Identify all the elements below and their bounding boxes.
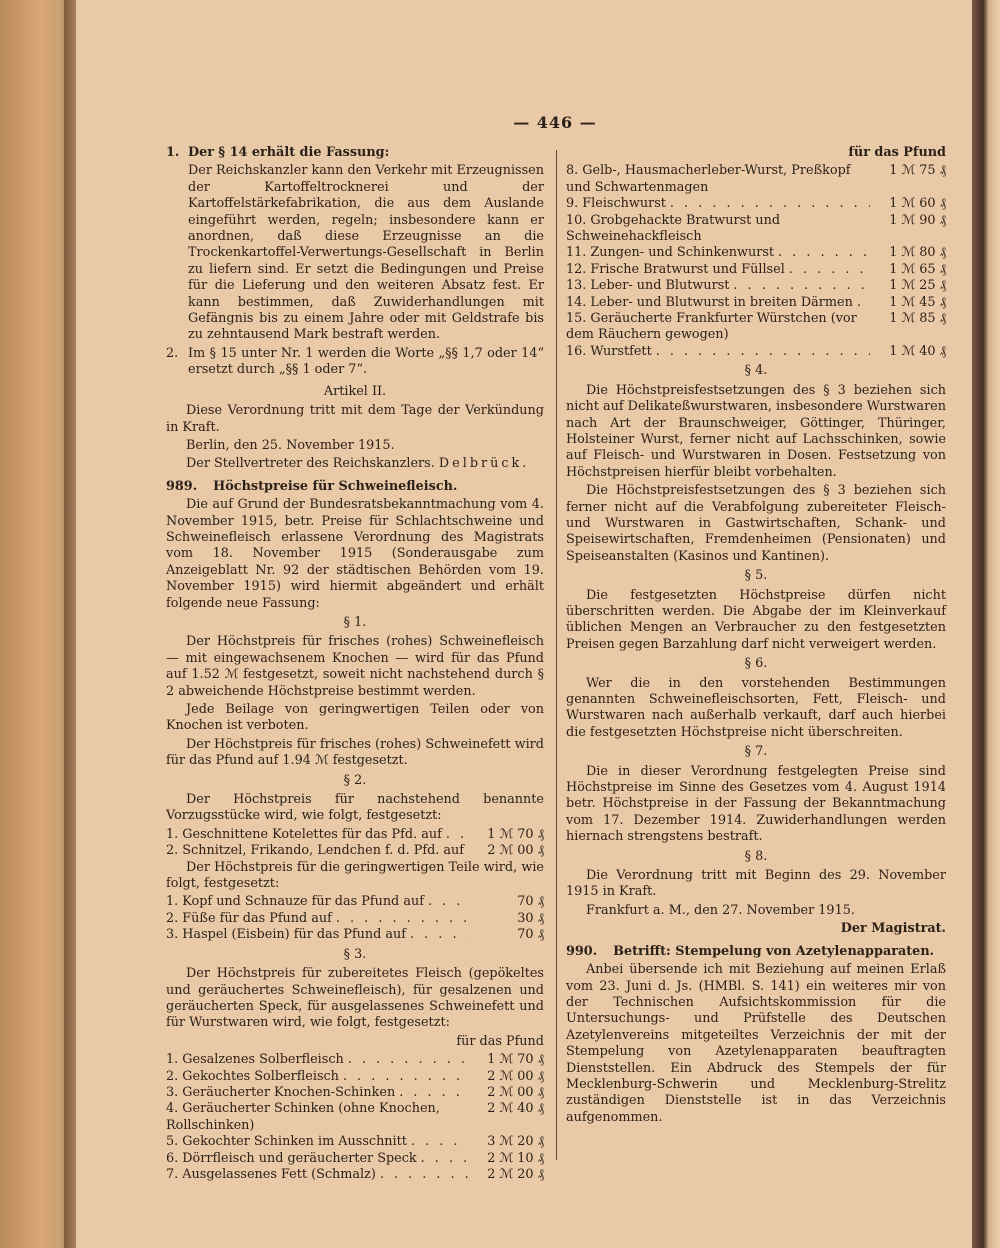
price-row xyxy=(566,213,946,246)
price-row xyxy=(166,1085,544,1101)
section-title: Höchstpreise für Schweinefleisch. xyxy=(213,478,458,494)
amendment-1 xyxy=(166,145,544,346)
item-price: 2 ℳ 10 ₰ xyxy=(487,1150,544,1166)
item-label: 11. Zungen- und Schinkenwurst xyxy=(566,245,775,261)
item-label: 8. Gelb-, Hausmacherleber-Wurst, Preßkopf und Schwartenmagen xyxy=(566,163,851,195)
price-row xyxy=(166,927,544,943)
item-price: 2 ℳ 40 ₰ xyxy=(487,1101,544,1117)
item-price: 1 ℳ 90 ₰ xyxy=(889,212,946,228)
item-price: 1 ℳ 80 ₰ xyxy=(889,245,946,261)
item-label: 1. Geschnittene Kotelettes für das Pfd. auf xyxy=(166,826,442,842)
item-price: 30 ₰ xyxy=(517,910,544,926)
item-price: 70 ₰ xyxy=(517,894,544,910)
amendment-text: Im § 15 unter Nr. 1 werden die Worte „§§ 1,7 oder 14“ ersetzt durch „§§ 1 oder 7“. xyxy=(188,345,544,378)
paragraph-heading: § 7. xyxy=(744,744,768,760)
item-label: 2. Füße für das Pfund auf xyxy=(166,910,332,926)
article-heading: Artikel II. xyxy=(323,383,387,399)
price-row xyxy=(566,262,946,278)
item-price: 1 ℳ 25 ₰ xyxy=(889,278,946,294)
paragraph-text: Die Verordnung tritt mit Beginn des 29. November 1915 in Kraft. xyxy=(566,868,946,900)
paragraph-text: Der Höchstpreis für die geringwertigen Teile wird, wie folgt, festgesetzt: xyxy=(166,859,544,892)
price-row xyxy=(566,245,946,261)
section-title: Betrifft: Stempelung von Azetylenapparaten. xyxy=(613,943,935,959)
right-column xyxy=(566,145,946,1128)
amendment-number: 2. xyxy=(166,345,179,361)
item-price: 1 ℳ 45 ₰ xyxy=(889,294,946,310)
item-price: 3 ℳ 20 ₰ xyxy=(487,1134,544,1150)
item-price: 2 ℳ 20 ₰ xyxy=(487,1166,544,1182)
item-price: 1 ℳ 60 ₰ xyxy=(889,196,946,212)
article-text: Diese Verordnung tritt mit dem Tage der Verkündung in Kraft. xyxy=(166,403,544,435)
item-label: 1. Gesalzenes Solberfleisch xyxy=(166,1052,344,1068)
paragraph-heading: § 1. xyxy=(343,614,367,630)
item-label: 10. Grobgehackte Bratwurst und Schweinehackfleisch xyxy=(566,212,781,245)
section-intro: Die auf Grund der Bundesratsbekanntmachung vom 4. November 1915, betr. Preise für Schlachtschweine und Schweinefleisch erlassene Verordnung des Magistrats vom 18. November 1915 (Sonderausgabe zum Anzeigeblatt Nr. 92 der städtischen Behörden vom 19. November 1915) wird hiermit abgeändert und erhält folgende neue Fassung: xyxy=(166,497,544,611)
section-number: 989. xyxy=(166,478,198,494)
item-label: 7. Ausgelassenes Fett (Schmalz) xyxy=(166,1166,376,1182)
paragraph-text: Der Höchstpreis für frisches (rohes) Schweinefett wird für das Pfund auf 1.94 ℳ festgesetzt. xyxy=(166,736,544,769)
item-label: 2. Gekochtes Solberfleisch xyxy=(166,1068,339,1084)
unit-header: für das Pfund xyxy=(456,1033,544,1049)
column-divider xyxy=(556,150,557,1160)
amendment-heading: Der § 14 erhält die Fassung: xyxy=(188,145,390,160)
date-line: Frankfurt a. M., den 27. November 1915. xyxy=(586,902,855,918)
item-price: 70 ₰ xyxy=(517,927,544,943)
item-price: 1 ℳ 70 ₰ xyxy=(487,1052,544,1068)
item-label: 13. Leber- und Blutwurst xyxy=(566,278,730,294)
page-number: — 446 — xyxy=(513,113,597,132)
left-column xyxy=(166,145,544,1183)
item-price: 1 ℳ 70 ₰ xyxy=(487,826,544,842)
price-row xyxy=(566,278,946,294)
price-row xyxy=(566,311,946,344)
item-label: 9. Fleischwurst xyxy=(566,196,666,212)
paragraph-text: Die in dieser Verordnung festgelegten Preise sind Höchstpreise im Sinne des Gesetzes vom 4. August 1914 betr. Höchstpreise in der Fassung der Bekanntmachung vom 17. Dezember 1914. Zuwiderhandlungen werden hiernach strengstens bestraft. xyxy=(566,763,946,845)
item-label: 15. Geräucherte Frankfurter Würstchen (vor dem Räuchern gewogen) xyxy=(566,311,857,343)
price-row xyxy=(166,1167,544,1183)
paragraph-text: Wer die in den vorstehenden Bestimmungen genannten Schweinefleischsorten, Fett, Fleisch- und Wurstwaren nach außerhalb verkauft, darf auch hierbei die festgesetzten Höchstpreise nicht überschreiten. xyxy=(566,675,946,740)
item-price: 1 ℳ 65 ₰ xyxy=(889,261,946,277)
price-row xyxy=(166,1052,544,1068)
section-text: Anbei übersende ich mit Beziehung auf meinen Erlaß vom 23. Juni d. Js. (HMBl. S. 141) ein weiteres mir von der Technischen Aufsichtskommission für die Untersuchungs- und Prüfstelle des Deutschen Azetylenvereins mitgeteiltes Verzeichnis der mit der Stempelung von Azetylenapparaten beauftragten Dienststellen. Ein Abdruck des Stempels der für Mecklenburg-Schwerin und Mecklenburg-Strelitz zuständigen Dienststelle ist in das Verzeichnis aufgenommen. xyxy=(566,962,946,1125)
item-price: 1 ℳ 85 ₰ xyxy=(889,311,946,327)
price-row xyxy=(166,1134,544,1150)
signer: Der Magistrat. xyxy=(840,921,946,937)
binding-edge xyxy=(64,0,76,1248)
paragraph-text: Der Höchstpreis für zubereitetes Fleisch (gepökeltes und geräuchertes Schweinefleisch), für gesalzenen und geräucherten Speck, für ausgelassenes Schweinefett und für Wurstwaren wird, wie folgt, festgesetzt: xyxy=(166,966,544,1031)
price-row xyxy=(566,163,946,196)
item-label: 1. Kopf und Schnauze für das Pfund auf xyxy=(166,894,424,910)
signer-title: Der Stellvertreter des Reichskanzlers. xyxy=(186,456,435,472)
item-label: 14. Leber- und Blutwurst in breiten Därmen xyxy=(566,294,853,310)
section-number: 990. xyxy=(566,943,598,959)
amendment-text: Der Reichskanzler kann den Verkehr mit Erzeugnissen der Kartoffeltrocknerei und der Kartoffelstärkefabrikation, die aus dem Auslande eingeführt werden, regeln; insbesondere kann er anordnen, daß diese Erzeugnisse an die Trockenkartoffel-Verwertungs-Gesellschaft in Berlin zu liefern sind. Er setzt die Bedingungen und Preise für die Lieferung und den weiteren Absatz fest. Er kann bestimmen, daß Zuwiderhandlungen mit Gefängnis bis zu einem Jahre oder mit Geldstrafe bis zu zehntausend Mark bestraft werden. xyxy=(188,163,544,343)
paragraph-heading: § 8. xyxy=(744,848,768,864)
item-price: 2 ℳ 00 ₰ xyxy=(487,1068,544,1084)
item-label: 3. Geräucherter Knochen-Schinken xyxy=(166,1084,396,1100)
amendment-number: 1. xyxy=(166,145,180,160)
price-row xyxy=(166,1151,544,1167)
item-price: 2 ℳ 00 ₰ xyxy=(487,1084,544,1100)
item-label: 2. Schnitzel, Frikando, Lendchen f. d. Pfd. auf xyxy=(166,843,465,859)
price-row xyxy=(166,911,544,927)
item-price: 1 ℳ 40 ₰ xyxy=(889,343,946,359)
item-price: 1 ℳ 75 ₰ xyxy=(889,163,946,179)
item-label: 6. Dörrfleisch und geräucherter Speck xyxy=(166,1150,417,1166)
paragraph-heading: § 2. xyxy=(343,772,367,788)
price-row xyxy=(166,1069,544,1085)
price-row xyxy=(166,1101,544,1134)
paragraph-text: Jede Beilage von geringwertigen Teilen oder von Knochen ist verboten. xyxy=(166,702,544,734)
item-label: 16. Wurstfett xyxy=(566,343,652,359)
price-row xyxy=(166,843,544,859)
amendment-body xyxy=(188,145,544,346)
item-label: 4. Geräucherter Schinken (ohne Knochen, Rollschinken) xyxy=(166,1101,440,1133)
item-price: 2 ℳ 00 ₰ xyxy=(487,843,545,859)
signer-name: Delbrück. xyxy=(438,456,530,472)
item-label: 12. Frische Bratwurst und Füllsel xyxy=(566,261,785,277)
unit-header: für das Pfund xyxy=(848,145,946,160)
price-row xyxy=(166,827,544,843)
item-label: 5. Gekochter Schinken im Ausschnitt xyxy=(166,1134,407,1150)
next-page-edge xyxy=(972,0,1000,1248)
date-line: Berlin, den 25. November 1915. xyxy=(186,437,395,453)
paragraph-text: Der Höchstpreis für frisches (rohes) Schweinefleisch — mit eingewachsenem Knochen — wird für das Pfund auf 1.52 ℳ festgesetzt, soweit nicht nachstehend durch § 2 abweichende Höchstpreise bestimmt werden. xyxy=(166,634,544,699)
paragraph-heading: § 5. xyxy=(744,568,768,584)
item-label: 3. Haspel (Eisbein) für das Pfund auf xyxy=(166,927,407,943)
paragraph-text: Die Höchstpreisfestsetzungen des § 3 beziehen sich ferner nicht auf die Verabfolgung zubereiteter Fleisch- und Wurstwaren in Gastwirtschaften, Schank- und Speisewirtschaften, Fremdenheimen (Pensionaten) und Speiseanstalten (Kasinos und Kantinen). xyxy=(566,483,946,564)
paragraph-text: Der Höchstpreis für nachstehend benannte Vorzugsstücke wird, wie folgt, festgesetzt: xyxy=(166,792,544,824)
paragraph-heading: § 4. xyxy=(744,363,768,379)
price-row xyxy=(566,295,946,311)
section-990-header xyxy=(566,944,946,960)
paragraph-heading: § 3. xyxy=(343,946,367,962)
paragraph-heading: § 6. xyxy=(744,656,768,672)
signature-line xyxy=(166,456,544,472)
paragraph-text: Die festgesetzten Höchstpreise dürfen nicht überschritten werden. Die Abgabe der im Kleinverkauf üblichen Mengen an Verbraucher zu den festgesetzten Preisen gegen Barzahlung darf nicht verweigert werden. xyxy=(566,587,946,652)
price-row xyxy=(566,196,946,212)
paragraph-text: Die Höchstpreisfestsetzungen des § 3 beziehen sich nicht auf Delikateßwurstwaren, insbesondere Wurstwaren nach Art der Braunschweiger, Göttinger, Thüringer, Holsteiner Wurst, ferner nicht auf Lachsschinken, sowie auf Fleisch- und Wurstwaren in Dosen. Festsetzung von Höchstpreisen hierfür bleibt vorbehalten. xyxy=(566,382,946,480)
section-989-header xyxy=(166,479,544,495)
price-row xyxy=(566,344,946,360)
amendment-2 xyxy=(166,346,544,381)
price-row xyxy=(166,894,544,910)
